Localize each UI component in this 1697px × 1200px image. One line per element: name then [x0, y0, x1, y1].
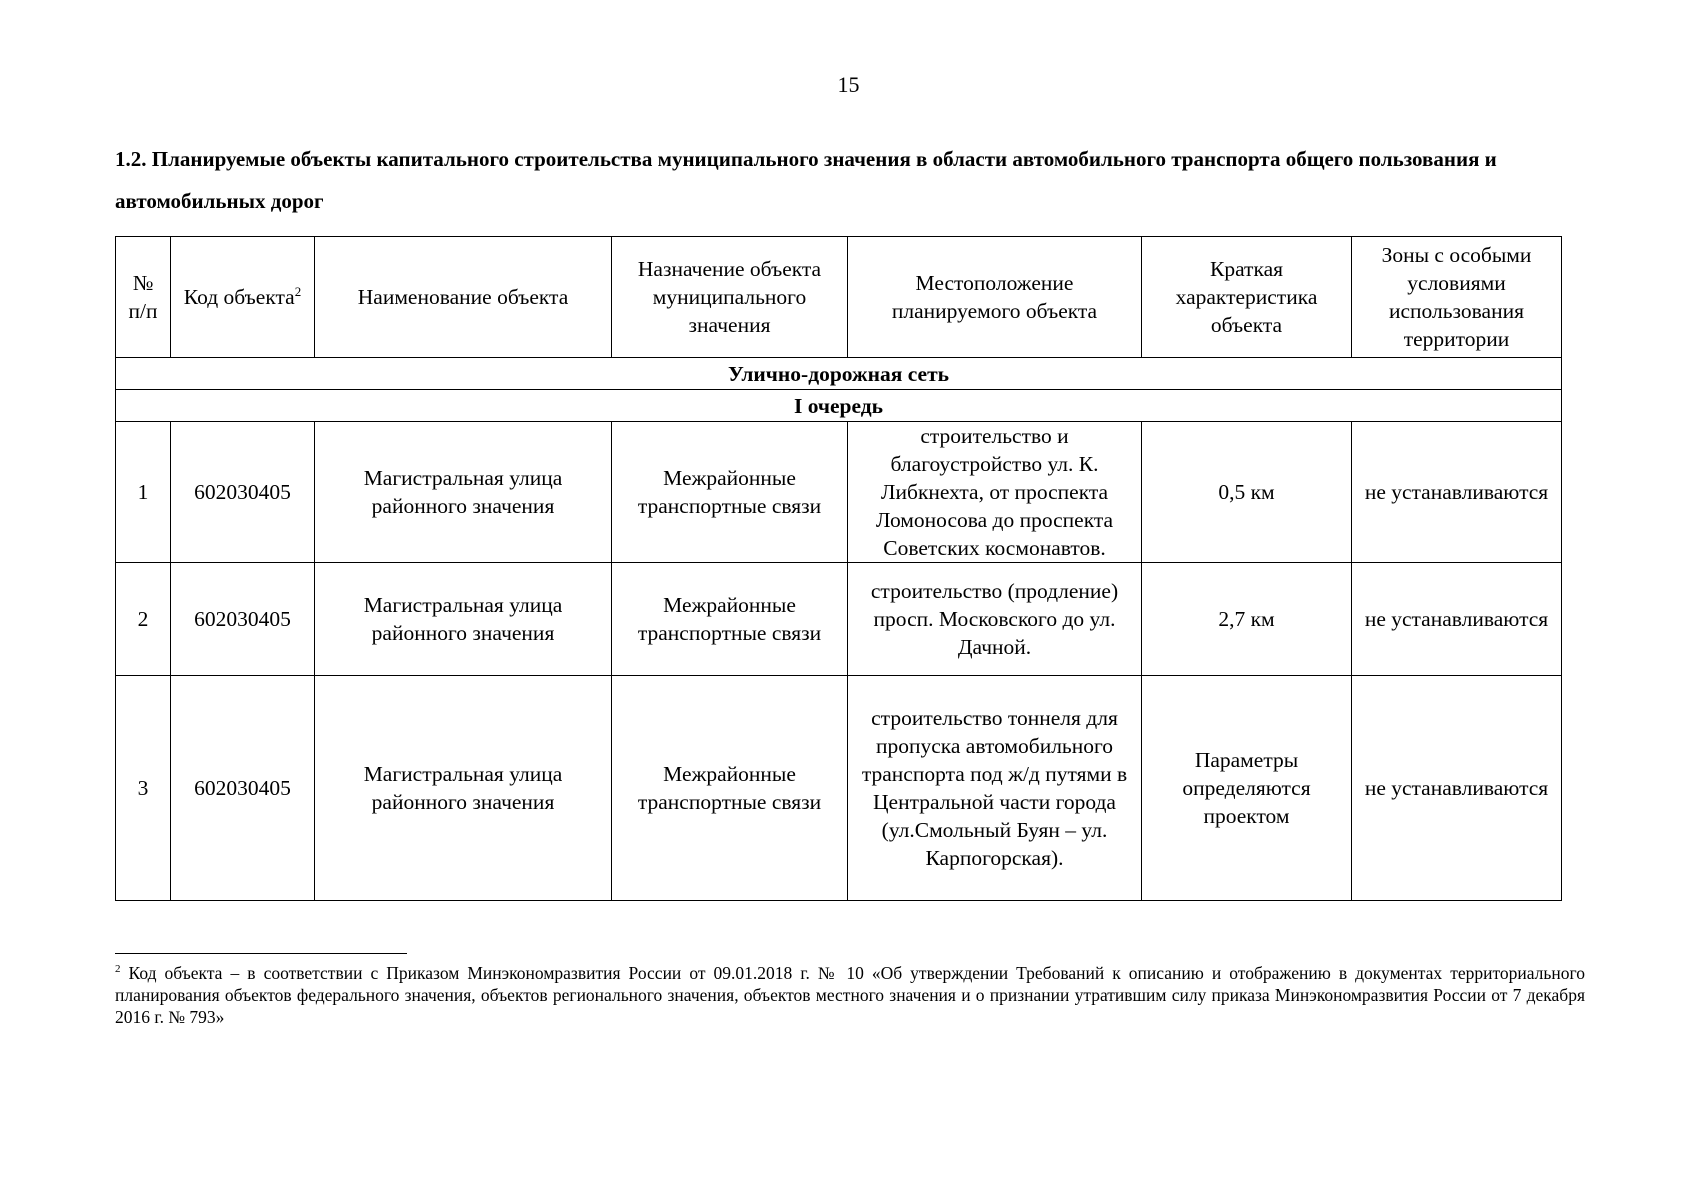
table-row [116, 563, 1562, 676]
cell-num: 1 [116, 422, 171, 563]
group-title: Улично-дорожная сеть [116, 358, 1562, 390]
cell-location: строительство тоннеля для пропуска автомобильного транспорта под ж/д путями в Центральной части города (ул.Смольный Буян – ул. Карпогорская). [848, 676, 1142, 901]
cell-name: Магистральная улица районного значения [315, 563, 612, 676]
cell-zones: не устанавливаются [1352, 563, 1562, 676]
cell-num: 2 [116, 563, 171, 676]
cell-num: 3 [116, 676, 171, 901]
table-row [116, 676, 1562, 901]
cell-location: строительство (продление) просп. Московского до ул. Дачной. [848, 563, 1142, 676]
cell-purpose: Межрайонные транспортные связи [612, 422, 848, 563]
footnote-text: Код объекта – в соответствии с Приказом Минэкономразвития России от 09.01.2018 г. № 10 «Об утверждении Требований к описанию и отображению в документах территориального планирования объектов федерального значения, объектов регионального значения, объектов местного значения и о признании утратившим силу приказа Минэкономразвития России от 7 декабря 2016 г. № 793» [115, 963, 1585, 1027]
footnote-ref: 2 [294, 283, 302, 299]
cell-characteristic: 0,5 км [1142, 422, 1352, 563]
header-location: Местоположение планируемого объекта [848, 237, 1142, 358]
cell-purpose: Межрайонные транспортные связи [612, 563, 848, 676]
cell-code: 602030405 [171, 563, 315, 676]
cell-characteristic: 2,7 км [1142, 563, 1352, 676]
cell-location: строительство и благоустройство ул. К. Либкнехта, от проспекта Ломоносова до проспекта Советских космонавтов. [848, 422, 1142, 563]
footnote-divider [115, 953, 407, 954]
table-header-row [116, 237, 1562, 358]
table-row [116, 422, 1562, 563]
header-code-label: Код объекта [183, 285, 295, 309]
objects-table [115, 236, 1562, 901]
cell-characteristic: Параметры определяются проектом [1142, 676, 1352, 901]
cell-code: 602030405 [171, 676, 315, 901]
footnote-mark: 2 [115, 963, 121, 976]
page-number: 15 [837, 72, 860, 97]
cell-purpose: Межрайонные транспортные связи [612, 676, 848, 901]
header-purpose: Назначение объекта муниципального значения [612, 237, 848, 358]
header-code [171, 237, 315, 358]
subgroup-title: I очередь [116, 390, 1562, 422]
header-name: Наименование объекта [315, 237, 612, 358]
cell-name: Магистральная улица районного значения [315, 422, 612, 563]
subgroup-row [116, 390, 1562, 422]
cell-zones: не устанавливаются [1352, 422, 1562, 563]
group-row [116, 358, 1562, 390]
cell-name: Магистральная улица районного значения [315, 676, 612, 901]
cell-zones: не устанавливаются [1352, 676, 1562, 901]
footnote [115, 962, 1585, 1028]
header-zones: Зоны с особыми условиями использования территории [1352, 237, 1562, 358]
header-num: № п/п [116, 237, 171, 358]
cell-code: 602030405 [171, 422, 315, 563]
header-characteristic: Краткая характеристика объекта [1142, 237, 1352, 358]
section-title: 1.2. Планируемые объекты капитального строительства муниципального значения в области автомобильного транспорта общего пользования и автомобильных дорог [115, 147, 1497, 213]
